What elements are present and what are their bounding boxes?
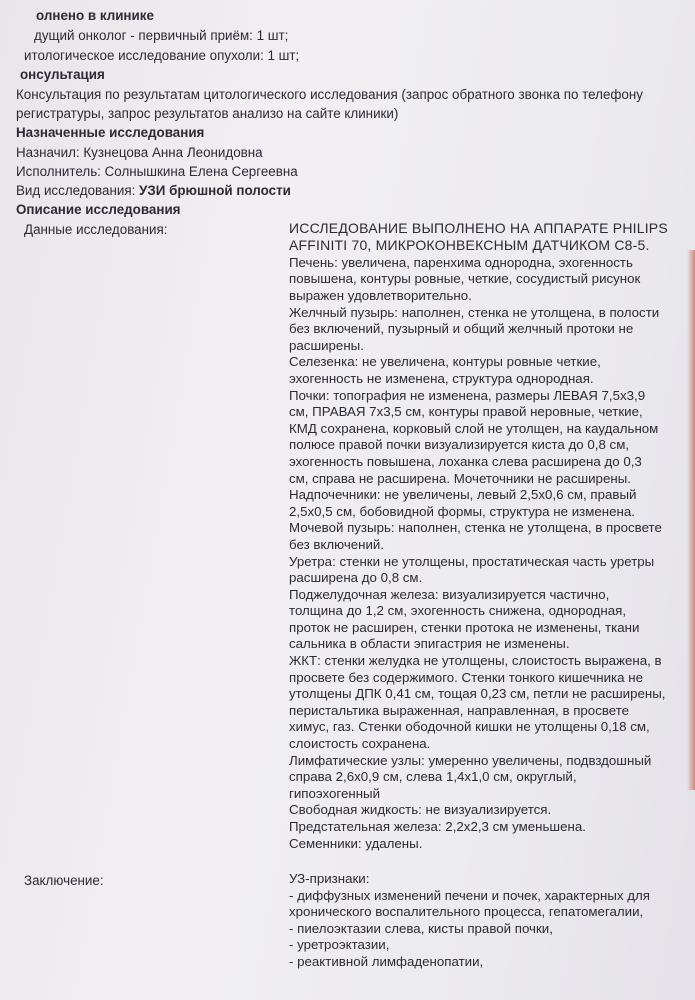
text-line: Мочевой пузырь: наполнен, стенка не утолщена, в просвете [289,520,662,536]
study-type-value: УЗИ брюшной полости [139,183,291,198]
text-line: УЗ-признаки: [289,871,370,886]
text-line: проток не расширен, стенки протока не изменены, ткани [289,619,640,635]
section-description-heading: Описание исследования [16,202,181,217]
study-header-line: ИССЛЕДОВАНИЕ ВЫПОЛНЕНО НА АППАРАТЕ PHILIPS [289,220,668,236]
text-line: ЖКТ: стенки желудка не утолщены, слоистость выражена, в [289,653,662,669]
text-line: слоистость сохранена. [289,736,431,752]
text-line: - пиелоэктазии слева, кисты правой почки, [289,920,553,936]
text-line: см, справа не расширена. Мочеточники не расширены. [289,470,631,486]
text-line: полюсе правой почки визуализируется киста до 0,8 см, [289,437,630,453]
text-line: Желчный пузырь: наполнен, стенка не утолщена, в полости [289,304,660,320]
text-line: расширена до 0,8 см. [289,570,423,586]
text-line: Семенники: удалены. [289,835,423,851]
study-header-line: AFFINITI 70, МИКРОКОНВЕКСНЫМ ДАТЧИКОМ С8-5. [289,237,650,254]
text-line: - реактивной лимфаденопатии, [289,953,484,969]
text-line: Предстательная железа: 2,2х2,3 см уменьшена. [289,819,586,834]
study-lines [289,255,689,852]
text-line: 2,5х0,5 см, бобовидной формы, структура не изменена. [289,503,635,519]
text-line: - уретроэктазии, [289,937,390,953]
text-line: повышена, контуры ровные, четкие, сосудистый рисунок [289,271,641,287]
assigned-by: Назначил: Кузнецова Анна Леонидовна [16,145,263,160]
performer: Исполнитель: Солнышкина Елена Сергеевна [16,164,298,179]
text-line: Свободная жидкость: не визуализируется. [289,802,552,818]
text-line: химус, газ. Стенки ободочной кишки не утолщены 0,18 см, [289,719,650,735]
conclusion-label: Заключение: [24,873,104,888]
text-line: хронического воспалительного процесса, гепатомегалии, [289,904,644,920]
section-done-heading: олнено в клинике [36,8,154,23]
text-line: гипоэхогенный [289,785,381,801]
text-line: Уретра: стенки не утолщены, простатическая часть уретры [289,553,655,569]
text-line: Селезенка: не увеличена, контуры ровные четкие, [289,354,601,370]
text-line: без включений. [289,536,385,552]
section-consult-heading: онсультация [20,67,105,82]
text-line: просвете без содержимого. Стенки тонкого кишечника не [289,669,643,685]
service-line-1: дущий онколог - первичный приём: 1 шт; [34,28,289,43]
text-line: Поджелудочная железа: визуализируется частично, [289,586,610,602]
study-data-label: Данные исследования: [24,222,168,237]
text-line: эхогенность повышена, лоханка слева расширена до 0,3 [289,453,642,469]
study-type-label: Вид исследования: [16,183,136,198]
text-line: без включений, пузырный и общий желчный протоки не [289,321,634,337]
section-assigned-heading: Назначенные исследования [16,125,205,140]
text-line: Лимфатические узлы: умеренно увеличены, подвздошный [289,752,652,768]
text-line: Печень: увеличена, паренхима однородна, эхогенность [289,254,633,270]
study-text [289,220,689,852]
text-line: сальника в области эпигастрия не изменены. [289,636,570,652]
text-line: перистальтика выраженная, направленная, в просвете [289,702,630,718]
text-line: толщина до 1,2 см, эхогенность снижена, однородная, [289,603,627,619]
consult-text-line-1: Консультация по результатам цитологического исследования (запрос обратного звонка по телефону [16,87,643,102]
report-header [16,6,691,219]
text-line: справа 2,6х0,9 см, слева 1,4х1,0 см, округлый, [289,769,577,785]
text-line: эхогенность не изменена, структура однородная. [289,370,594,386]
consult-text-line-2: регистратуры, запрос результатов анализо на сайте клиники) [16,106,399,121]
text-line: выражен удовлетворительно. [289,288,472,303]
text-line: Надпочечники: не увеличены, левый 2,5х0,6 см, правый [289,487,637,503]
service-line-2: итологическое исследование опухоли: 1 шт; [24,48,300,63]
text-line: расширены. [289,337,364,353]
text-line: - диффузных изменений печени и почек, характерных для [289,887,650,903]
text-line: утолщены ДПК 0,41 см, тощая 0,23 см, петли не расширены, [289,686,666,702]
study-type-row [16,181,691,200]
text-line: КМД сохранена, корковый слой не утолщен, на каудальном [289,420,659,436]
text-line: см, ПРАВАЯ 7х3,5 см, контуры правой неровные, четкие, [289,404,643,420]
conclusion-text [289,871,689,971]
text-line: Почки: топография не изменена, размеры ЛЕВАЯ 7,5х3,9 [289,387,646,403]
